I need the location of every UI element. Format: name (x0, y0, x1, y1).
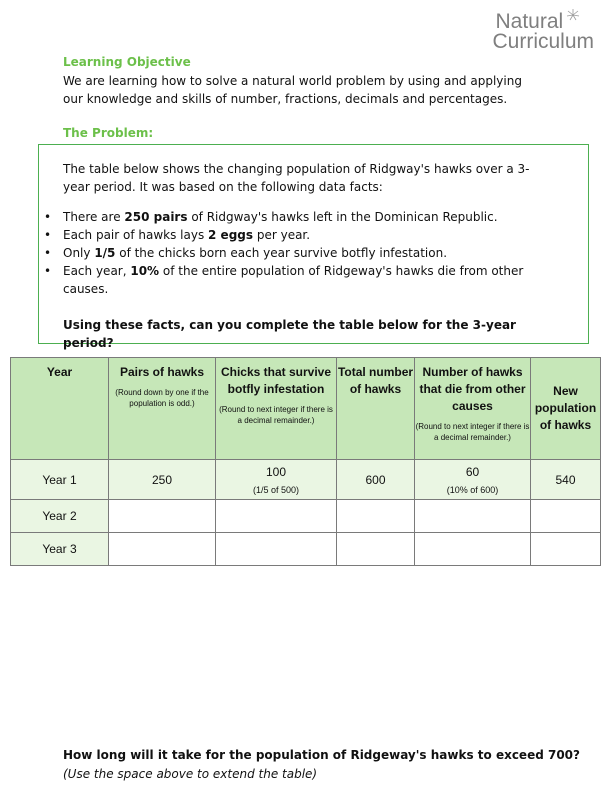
cell-new[interactable] (531, 500, 601, 533)
facts-list (40, 208, 533, 298)
cell-die[interactable] (415, 533, 531, 566)
cell-chicks: 100 (1/5 of 500) (216, 460, 337, 500)
fact-item: • Each year, 10% of the entire population of Ridgeway's hawks die from other causes. (40, 262, 533, 298)
cell-year: Year 2 (11, 500, 109, 533)
final-hint: (Use the space above to extend the table) (63, 767, 318, 781)
fact-item: • Only 1/5 of the chicks born each year survive botfly infestation. (40, 244, 533, 262)
cell-total[interactable] (337, 500, 415, 533)
objective-text: We are learning how to solve a natural world problem by using and applying our knowledge and skills of number, fractions, decimals and percentages. (63, 74, 522, 106)
header-new: New population of hawks (531, 358, 601, 460)
cell-pairs: 250 (109, 460, 216, 500)
table-row (11, 500, 601, 533)
header-total: Total number of hawks (337, 358, 415, 460)
cell-pairs[interactable] (109, 500, 216, 533)
logo-line2: Curriculum (492, 30, 594, 53)
problem-question: Using these facts, can you complete the table below for the 3-year period? (63, 318, 516, 350)
fact-item: • There are 250 pairs of Ridgway's hawks left in the Dominican Republic. (40, 208, 533, 226)
cell-die: 60 (10% of 600) (415, 460, 531, 500)
cell-total: 600 (337, 460, 415, 500)
header-die-note: (Round to next integer if there is a decimal remainder.) (415, 422, 530, 442)
header-chicks: Chicks that survive botfly infestation (Round to next integer if there is a decimal remainder.) (216, 358, 337, 460)
natural-curriculum-logo (492, 12, 594, 52)
dandelion-icon (566, 8, 580, 22)
hawk-population-table (10, 357, 601, 566)
cell-chicks-sub: (1/5 of 500) (252, 484, 300, 495)
problem-intro: The table below shows the changing population of Ridgway's hawks over a 3-year period. It was based on the following data facts: (63, 162, 530, 194)
logo-line1: Natural (495, 10, 564, 33)
header-die: Number of hawks that die from other causes (Round to next integer if there is a decimal remainder.) (415, 358, 531, 460)
cell-die[interactable] (415, 500, 531, 533)
problem-heading: The Problem: (63, 126, 154, 140)
cell-die-sub: (10% of 600) (446, 484, 499, 495)
header-year: Year (11, 358, 109, 460)
cell-new: 540 (531, 460, 601, 500)
cell-new[interactable] (531, 533, 601, 566)
fact-item: • Each pair of hawks lays 2 eggs per year. (40, 226, 533, 244)
table-row (11, 460, 601, 500)
cell-chicks[interactable] (216, 500, 337, 533)
objective-heading: Learning Objective (63, 55, 191, 69)
table-row (11, 533, 601, 566)
cell-year: Year 3 (11, 533, 109, 566)
cell-total[interactable] (337, 533, 415, 566)
header-pairs-note: (Round down by one if the population is odd.) (115, 388, 209, 408)
cell-chicks[interactable] (216, 533, 337, 566)
cell-pairs[interactable] (109, 533, 216, 566)
final-question: How long will it take for the population of Ridgeway's hawks to exceed 700? (63, 748, 580, 762)
cell-year: Year 1 (11, 460, 109, 500)
header-chicks-note: (Round to next integer if there is a decimal remainder.) (219, 405, 333, 425)
header-pairs: Pairs of hawks (Round down by one if the population is odd.) (109, 358, 216, 460)
